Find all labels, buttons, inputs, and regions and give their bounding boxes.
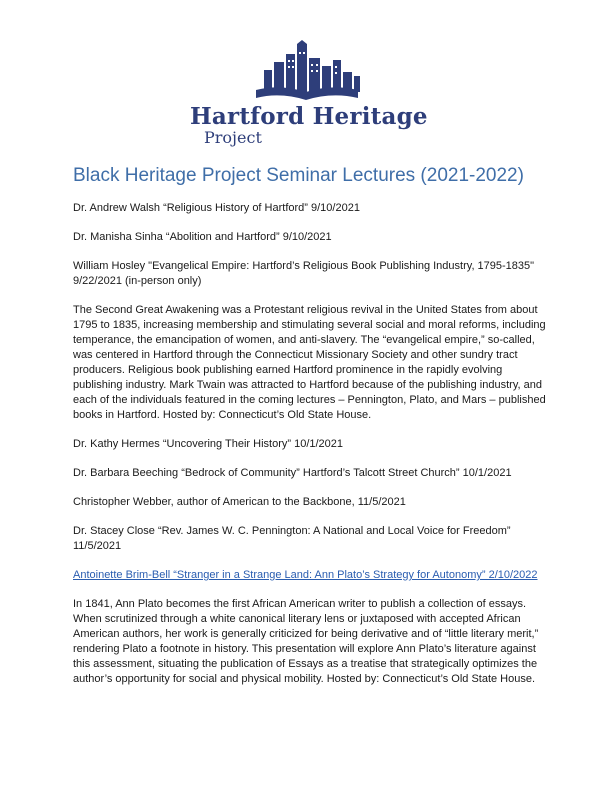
hartford-heritage-logo bbox=[190, 40, 428, 152]
lecture-brim-bell bbox=[73, 568, 553, 583]
lecture-walsh: Dr. Andrew Walsh “Religious History of Hartford” 9/10/2021 bbox=[73, 202, 360, 214]
logo-subtitle: Project bbox=[204, 128, 262, 147]
page-title: Black Heritage Project Seminar Lectures (2021-2022) bbox=[73, 165, 524, 186]
city-book-icon bbox=[190, 40, 422, 104]
lecture-close: Dr. Stacey Close “Rev. James W. C. Pennington: A National and Local Voice for Freedom” 11/5/2021 bbox=[73, 525, 511, 552]
lecture-beeching: Dr. Barbara Beeching “Bedrock of Community” Hartford’s Talcott Street Church” 10/1/2021 bbox=[73, 467, 512, 479]
lecture-hosley-description: The Second Great Awakening was a Protestant religious revival in the United States from about 1795 to 1835, increasing membership and stimulating several social and moral reforms, including temperance, the emancipation of women, and anti-slavery. The “evangelical empire,” so-called, was centered in Hartford through the Connecticut Missionary Society and other sundry tract producers. Religious book publishing earned Hartford prominence in the rapidly evolving publishing industry. Mark Twain was attracted to Hartford because of the publishing industry, and each of the individuals featured in the coming lectures – Pennington, Plato, and Mars – published books in Hartford. Hosted by: Connecticut’s Old State House. bbox=[73, 304, 546, 421]
lecture-brim-bell-description: In 1841, Ann Plato becomes the first African American writer to publish a collection of essays. When scrutinized through a white canonical literary lens or juxtaposed with accepted African American authors, her work is generally criticized for being derivative and of “little literary merit,” rendering Plato a footnote in history. This presentation will explore Ann Plato’s literature against this assessment, situating the publication of Essays as a treatise that strategically optimizes the author’s opportunity for social and physical mobility. Hosted by: Connecticut’s Old State House. bbox=[73, 598, 539, 685]
lecture-sinha: Dr. Manisha Sinha “Abolition and Hartford” 9/10/2021 bbox=[73, 231, 332, 243]
lecture-brim-bell-link[interactable]: Antoinette Brim-Bell “Stranger in a Strange Land: Ann Plato’s Strategy for Autonomy” 2/10/2022 bbox=[73, 569, 538, 581]
lecture-hermes: Dr. Kathy Hermes “Uncovering Their History” 10/1/2021 bbox=[73, 438, 344, 450]
lecture-webber: Christopher Webber, author of American to the Backbone, 11/5/2021 bbox=[73, 496, 406, 508]
lecture-hosley: William Hosley "Evangelical Empire: Hartford’s Religious Book Publishing Industry, 1795-1835" 9/22/2021 (in-person only) bbox=[73, 260, 535, 287]
lecture-list bbox=[73, 201, 553, 701]
logo-title: Hartford Heritage bbox=[190, 103, 428, 130]
